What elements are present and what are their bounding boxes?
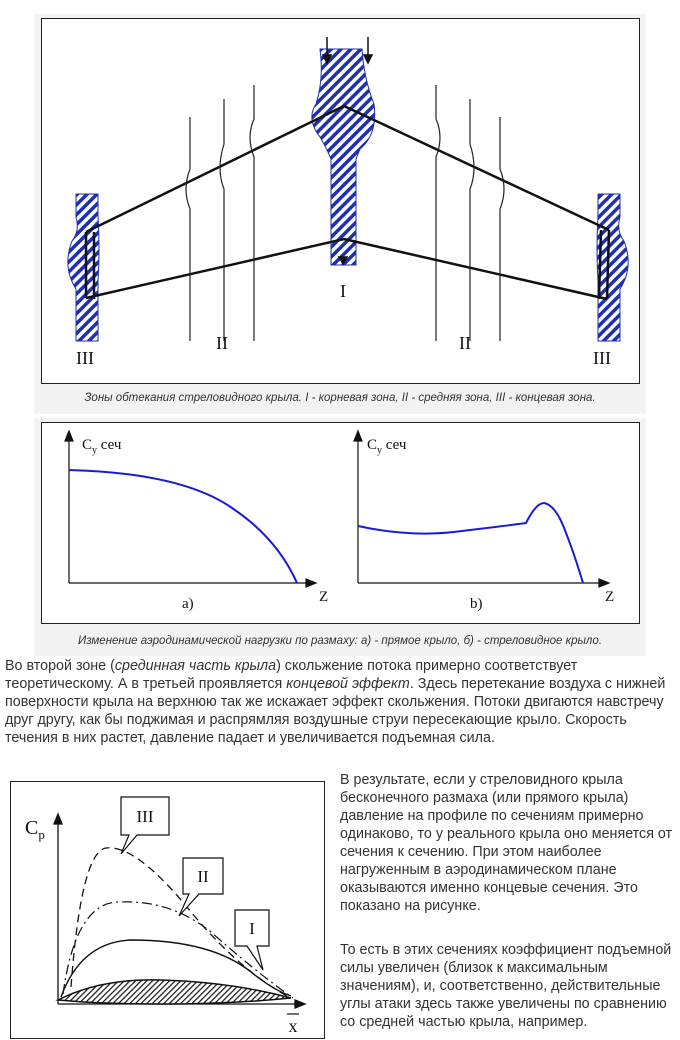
figure1-caption: Зоны обтекания стреловидного крыла. I - корневая зона, II - средняя зона, III - концевая зона. bbox=[84, 392, 596, 404]
paragraph-conclusion: То есть в этих сечениях коэффициент подъемной силы увеличен (близок к максимальным значениям), и, соответственно, действительные углы атаки здесь также увеличены по сравнению со средней частью крыла, например. bbox=[340, 942, 672, 1030]
figure-wing-zones bbox=[34, 14, 646, 414]
figure-pressure-distribution bbox=[10, 781, 325, 1039]
label-mid-zone-right: II bbox=[459, 333, 471, 353]
paragraph-result: В результате, если у стреловидного крыла бесконечного размаха (или прямого крыла) давление на профиле по сечениям примерно одинаково, то у реального крыла оно меняется от сечения к сечению. При этом наиболее нагруженным в аэродинамическом плане оказываются именно концевые сечения. Это показано на рисунке. bbox=[340, 772, 673, 914]
label-tip-zone-right: III bbox=[593, 348, 611, 368]
left-chart-axes bbox=[65, 431, 316, 587]
wing-zones-diagram bbox=[41, 18, 640, 384]
callout-label-root: I bbox=[249, 919, 255, 938]
figure2-caption: Изменение аэродинамической нагрузки по размаху: а) - прямое крыло, б) - стреловидное крыло. bbox=[77, 635, 603, 647]
emphasis-middle-part: срединная часть крыла bbox=[114, 658, 277, 674]
right-chart-axis-z: Z bbox=[605, 589, 615, 605]
load-distribution-charts bbox=[41, 422, 640, 624]
callout-label-mid: II bbox=[197, 867, 209, 886]
label-root-zone: I bbox=[340, 281, 346, 301]
pressure-ylabel: $C_p$ bbox=[25, 817, 45, 842]
wing-zones-svg bbox=[42, 19, 639, 383]
figure-load-distribution bbox=[34, 418, 646, 656]
airfoil-profile bbox=[58, 980, 291, 1004]
callout-label-tip: III bbox=[136, 807, 154, 826]
right-chart-axes bbox=[354, 431, 609, 587]
emphasis-tip-effect: концевой эффект bbox=[286, 676, 410, 692]
right-chart-curve bbox=[358, 503, 583, 583]
streamlines-left bbox=[186, 85, 254, 341]
right-chart-ylabel: $C_y$ сеч bbox=[367, 437, 407, 456]
left-chart-xlabel: а) bbox=[182, 596, 194, 612]
load-distribution-svg bbox=[42, 423, 639, 623]
paragraph-second-zone: Во второй зоне (срединная часть крыла) скольжение потока примерно соответствует теоретическому. А в третьей проявляется концевой эффект. Здесь перетекание воздуха с нижней поверхности крыла на верхнюю так же искажает эффект скольжения. Потоки двигаются навстречу друг другу, как бы поджимая и распрямляя воздушные струи пересекающие крыло. Скорость течения в них растет, давление падает и увеличивается подъемная сила. bbox=[5, 658, 666, 746]
streamlines-right bbox=[436, 85, 504, 341]
left-chart-axis-z: Z bbox=[319, 589, 329, 605]
pressure-xlabel: x bbox=[288, 1016, 298, 1036]
label-tip-zone-left: III bbox=[76, 348, 94, 368]
left-chart-curve bbox=[69, 470, 297, 583]
label-mid-zone-left: II bbox=[216, 333, 228, 353]
left-chart-ylabel: $C_y$ сеч bbox=[82, 437, 122, 456]
root-section-hatch bbox=[312, 49, 375, 265]
right-tip-hatch bbox=[597, 194, 628, 341]
right-chart-xlabel: b) bbox=[470, 596, 483, 612]
pressure-distribution-svg bbox=[11, 782, 324, 1038]
